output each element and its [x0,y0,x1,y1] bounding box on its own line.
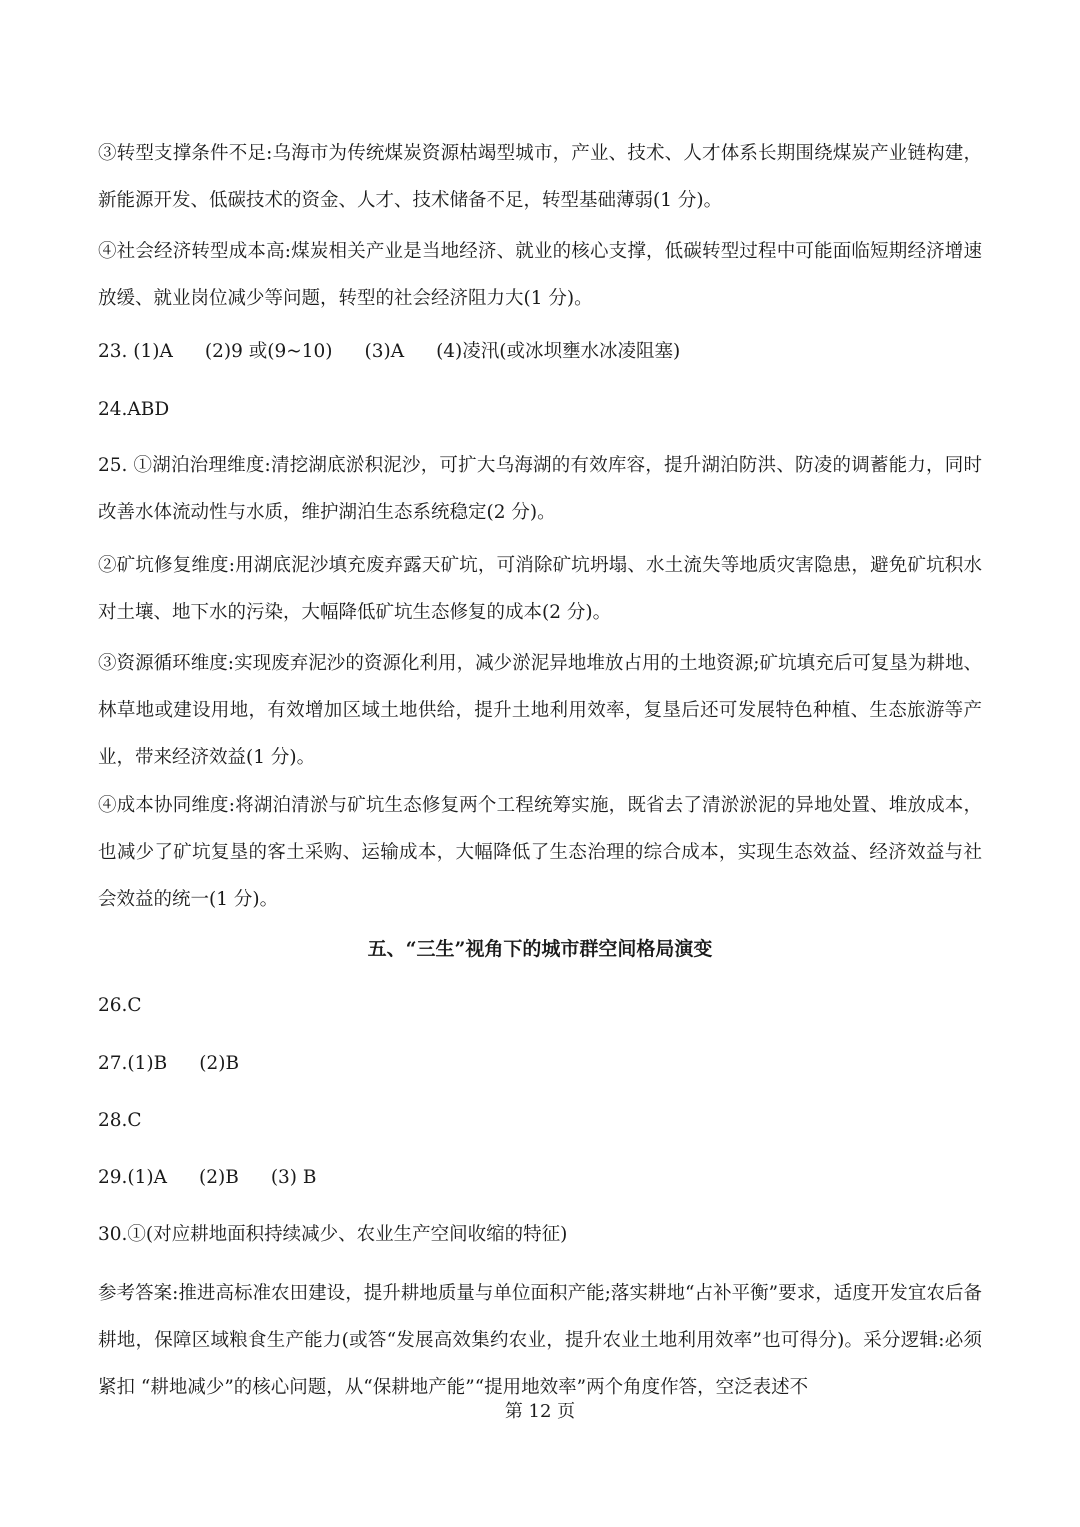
answer-q26 [98,982,982,1029]
paragraph-q22-point3: ③转型支撑条件不足:乌海市为传统煤炭资源枯竭型城市，产业、技术、人才体系长期围绕煤炭产业链构建，新能源开发、低碳技术的资金、人才、技术储备不足，转型基础薄弱(1 分)。 [98,143,982,211]
answer-q27-part1: 27.(1)B [98,1053,168,1074]
answer-q25-point1: 25. ①湖泊治理维度:清挖湖底淤积泥沙，可扩大乌海湖的有效库容，提升湖泊防洪、防凌的调蓄能力，同时改善水体流动性与水质，维护湖泊生态系统稳定(2 分)。 [98,455,982,523]
answer-q29 [98,1154,982,1201]
paragraph-q22-point4: ④社会经济转型成本高:煤炭相关产业是当地经济、就业的核心支撑，低碳转型过程中可能面临短期经济增速放缓、就业岗位减少等问题，转型的社会经济阻力大(1 分)。 [98,241,982,309]
answer-q30 [98,1211,982,1258]
section-heading: 五、“三生”视角下的城市群空间格局演变 [367,938,713,960]
answer-q25-point3: ③资源循环维度:实现废弃泥沙的资源化利用，减少淤泥异地堆放占用的土地资源;矿坑填充后可复垦为耕地、林草地或建设用地，有效增加区域土地供给，提升土地利用效率，复垦后还可发展特色种植、生态旅游等产业，带来经济效益(1 分)。 [98,653,982,768]
reference-answer: 参考答案:推进高标准农田建设，提升耕地质量与单位面积产能;落实耕地“占补平衡”要求，适度开发宜农后备耕地，保障区域粮食生产能力(或答“发展高效集约农业，提升农业土地利用效率”也可得分)。采分逻辑:必须紧扣 “耕地减少”的核心问题，从“保耕地产能”“提用地效率”两个角度作答，空泛表述不 [98,1283,982,1398]
answer-q23-part1: 23. (1)A [98,341,173,362]
answer-q29-part3: (3) B [270,1167,317,1188]
answer-q27-part2: (2)B [199,1053,240,1074]
answer-q23 [98,328,982,375]
answer-q30-part1: 30.①(对应耕地面积持续减少、农业生产空间收缩的特征) [98,1224,568,1245]
answer-q25-point2: ②矿坑修复维度:用湖底泥沙填充废弃露天矿坑，可消除矿坑坍塌、水土流失等地质灾害隐患，避免矿坑积水对土壤、地下水的污染，大幅降低矿坑生态修复的成本(2 分)。 [98,555,982,623]
answer-q28 [98,1097,982,1144]
answer-q23-part2: (2)9 或(9~10) [204,341,333,362]
answer-q23-part3: (3)A [364,341,405,362]
answer-q24: 24.ABD [98,399,170,420]
answer-q27 [98,1040,982,1087]
answer-q25-point4: ④成本协同维度:将湖泊清淤与矿坑生态修复两个工程统筹实施，既省去了清淤淤泥的异地处置、堆放成本，也减少了矿坑复垦的客土采购、运输成本，大幅降低了生态治理的综合成本，实现生态效益、经济效益与社会效益的统一(1 分)。 [98,795,982,910]
answer-q28-part1: 28.C [98,1110,142,1131]
answer-q29-part1: 29.(1)A [98,1167,167,1188]
page-number: 第 12 页 [504,1401,576,1422]
answer-q23-part4: (4)凌汛(或冰坝壅水冰凌阻塞) [436,341,681,362]
answer-q26-part1: 26.C [98,995,142,1016]
answer-q29-part2: (2)B [199,1167,239,1188]
